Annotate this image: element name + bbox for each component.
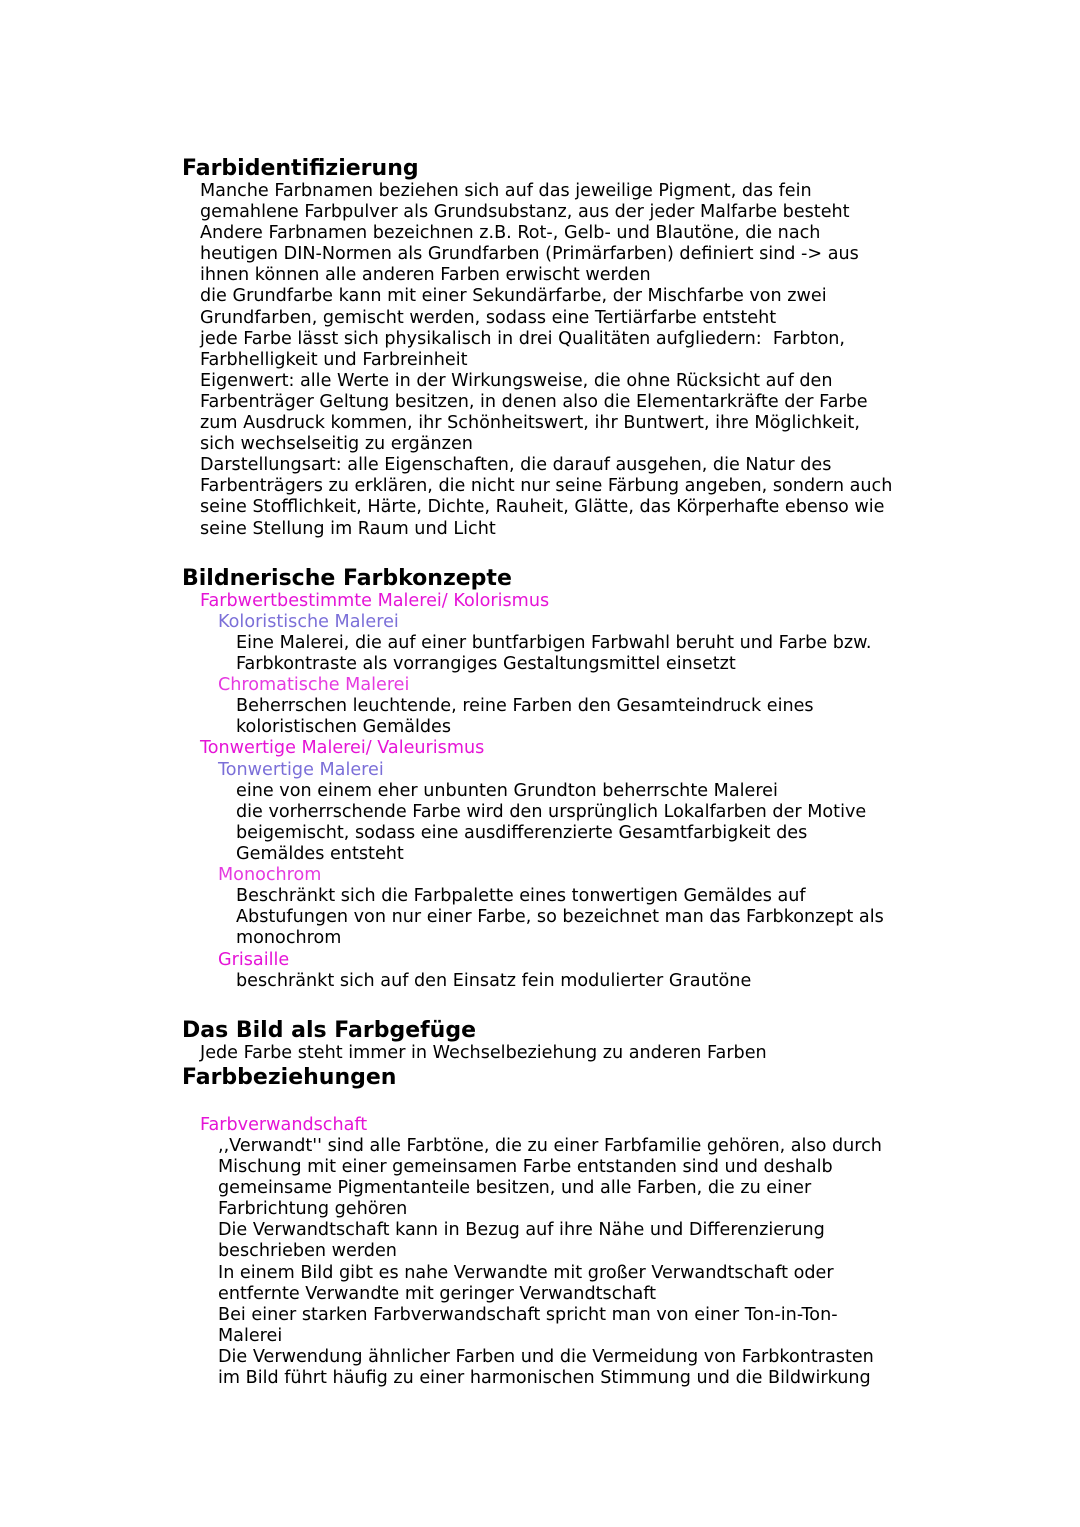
text-line: im Bild führt häufig zu einer harmonischen Stimmung und die Bildwirkung [218,1368,871,1389]
text-line: Eigenwert: alle Werte in der Wirkungsweise, die ohne Rücksicht auf den [200,370,833,391]
text-line: Beherrschen leuchtende, reine Farben den Gesamteindruck eines [236,696,814,716]
text-line: beigemischt, sodass eine ausdifferenzierte Gesamtfarbigkeit des [236,823,808,844]
text-line: Farbhelligkeit und Farbreinheit [200,349,468,370]
text-line: seine Stofflichkeit, Härte, Dichte, Rauheit, Glätte, das Körperhafte ebenso wie [200,497,885,518]
subcategory-koloristische-malerei: Koloristische Malerei [218,612,399,632]
text-line: Die Verwendung ähnlicher Farben und die Vermeidung von Farbkontrasten [218,1346,874,1367]
category-farbverwandschaft: Farbverwandschaft [200,1115,368,1135]
text-line: beschrieben werden [218,1241,397,1262]
text-line: Farbenträger Geltung besitzen, in denen also die Elementarkräfte der Farbe [200,391,868,412]
text-line: Abstufungen von nur einer Farbe, so bezeichnet man das Farbkonzept als [236,907,884,928]
farbidentifizierung-body [200,181,892,540]
text-line: Farbenträgers zu erklären, die nicht nur seine Färbung angeben, sondern auch [200,476,893,497]
farbgefuege-body: Jede Farbe steht immer in Wechselbeziehung zu anderen Farben [200,1043,767,1063]
text-line: Eine Malerei, die auf einer buntfarbigen Farbwahl beruht und Farbe bzw. [236,633,872,653]
section-heading-das-bild-als-farbgefuege: Das Bild als Farbgefüge [182,1018,477,1043]
text-line: Malerei [218,1325,283,1346]
farbverwandschaft-body [218,1136,882,1389]
text-line: jede Farbe lässt sich physikalisch in drei Qualitäten aufgliedern: Farbton, [200,328,845,349]
text-line: zum Ausdruck kommen, ihr Schönheitswert, ihr Buntwert, ihre Möglichkeit, [200,413,860,434]
text-line: Darstellungsart: alle Eigenschaften, die darauf ausgehen, die Natur des [200,455,832,476]
text-line: Bei einer starken Farbverwandschaft spricht man von einer Ton-in-Ton- [218,1304,838,1325]
text-line: entfernte Verwandte mit geringer Verwandtschaft [218,1283,657,1304]
subcategory-grisaille: Grisaille [218,950,290,970]
koloristische-malerei-body [236,633,872,675]
text-line: Grundfarben, gemischt werden, sodass eine Tertiärfarbe entsteht [200,307,777,328]
chromatische-malerei-body [236,696,814,738]
text-line: sich wechselseitig zu ergänzen [200,434,473,455]
text-line: beschränkt sich auf den Einsatz fein modulierter Grautöne [236,971,752,991]
text-line: Manche Farbnamen beziehen sich auf das jeweilige Pigment, das fein [200,181,812,201]
category-farbwertbestimmte-malerei: Farbwertbestimmte Malerei/ Kolorismus [200,591,550,611]
subcategory-chromatische-malerei: Chromatische Malerei [218,675,410,695]
section-heading-farbidentifizierung: Farbidentifizierung [182,156,419,181]
text-line: heutigen DIN-Normen als Grundfarben (Primärfarben) definiert sind -> aus [200,244,859,265]
category-tonwertige-malerei: Tonwertige Malerei/ Valeurismus [200,738,485,758]
text-line: Beschränkt sich die Farbpalette eines tonwertigen Gemäldes auf [236,886,806,906]
text-line: die vorherrschende Farbe wird den ursprünglich Lokalfarben der Motive [236,802,867,823]
text-line: Farbkontraste als vorrangiges Gestaltungsmittel einsetzt [236,654,736,675]
subcategory-tonwertige-malerei: Tonwertige Malerei [218,760,384,780]
section-heading-farbbeziehungen: Farbbeziehungen [182,1065,397,1090]
text-line: Gemäldes entsteht [236,844,404,865]
text-line: Mischung mit einer gemeinsamen Farbe entstanden sind und deshalb [218,1157,833,1178]
text-line: die Grundfarbe kann mit einer Sekundärfarbe, der Mischfarbe von zwei [200,286,827,307]
text-line: ihnen können alle anderen Farben erwischt werden [200,265,651,286]
grisaille-body [236,971,751,992]
text-line: seine Stellung im Raum und Licht [200,518,496,539]
tonwertige-malerei-body [236,781,866,865]
text-line: Andere Farbnamen bezeichnen z.B. Rot-, Gelb- und Blautöne, die nach [200,223,821,244]
text-line: eine von einem eher unbunten Grundton beherrschte Malerei [236,781,778,801]
subcategory-monochrom: Monochrom [218,865,322,885]
section-heading-bildnerische-farbkonzepte: Bildnerische Farbkonzepte [182,566,512,591]
text-line: gemeinsame Pigmentanteile besitzen, und alle Farben, die zu einer [218,1178,812,1199]
monochrom-body [236,886,884,949]
text-line: In einem Bild gibt es nahe Verwandte mit großer Verwandtschaft oder [218,1262,834,1283]
text-line: monochrom [236,928,342,949]
text-line: gemahlene Farbpulver als Grundsubstanz, aus der jeder Malfarbe besteht [200,202,850,223]
text-line: Farbrichtung gehören [218,1199,408,1220]
text-line: Die Verwandtschaft kann in Bezug auf ihre Nähe und Differenzierung [218,1220,825,1241]
text-line: ,,Verwandt'' sind alle Farbtöne, die zu einer Farbfamilie gehören, also durch [218,1136,882,1156]
text-line: koloristischen Gemäldes [236,717,452,738]
